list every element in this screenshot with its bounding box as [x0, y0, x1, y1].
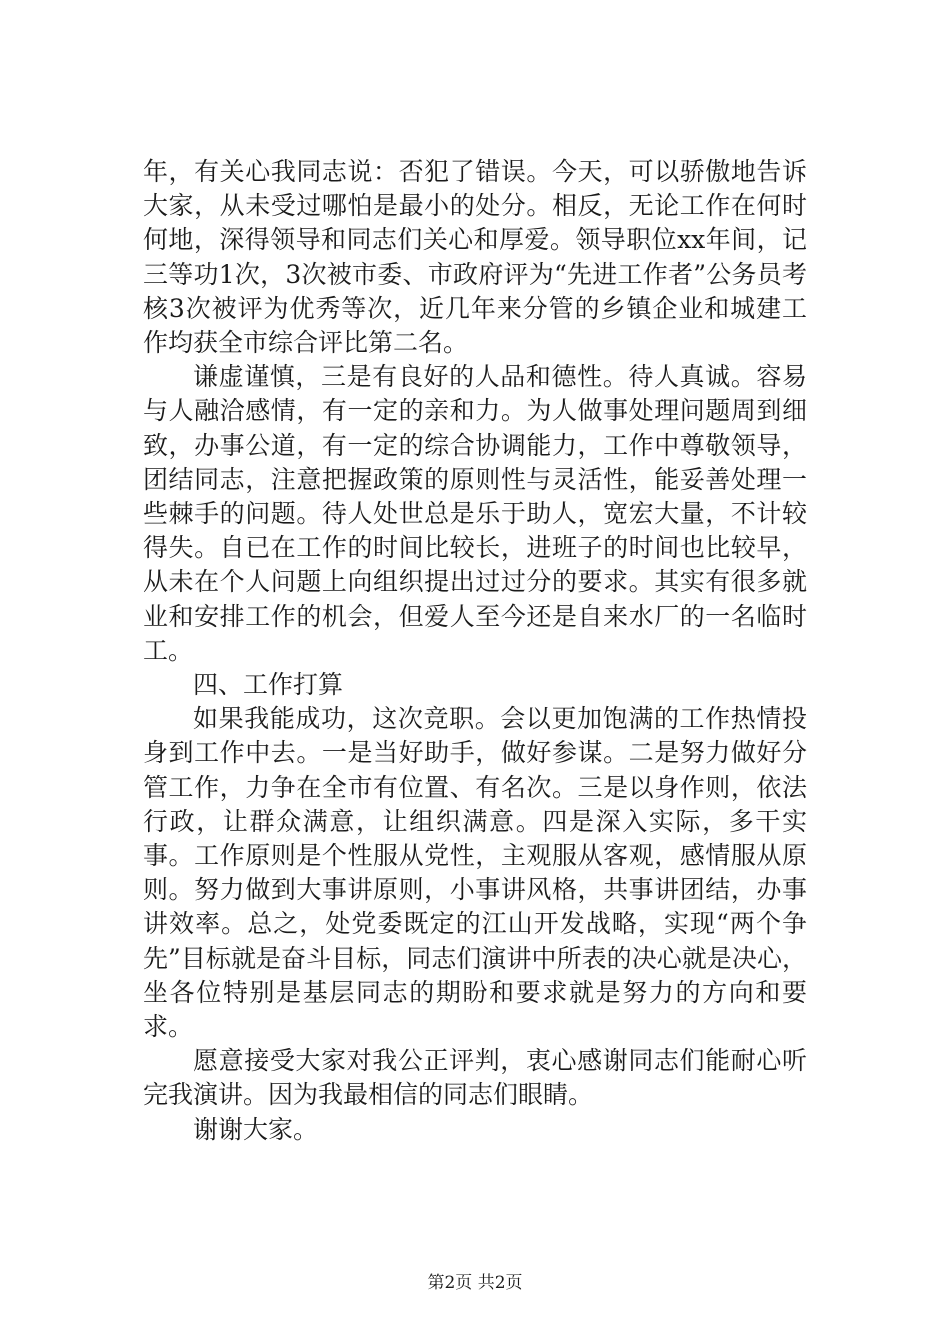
paragraph-2: 谦虚谨慎，三是有良好的人品和德性。待人真诚。容易与人融洽感情，有一定的亲和力。为人做事处理问题周到细致，办事公道，有一定的综合协调能力，工作中尊敬领导，团结同志，注意把握政策的原则性与灵活性，能妥善处理一些棘手的问题。待人处世总是乐于助人，宽宏大量，不计较得失。自已在工作的时间比较长，进班子的时间也比较早，从未在个人问题上向组织提出过过分的要求。其实有很多就业和安排工作的机会，但爱人至今还是自来水厂的一名临时工。 [143, 362, 807, 665]
closing-line: 谢谢大家。 [193, 1114, 319, 1144]
section-heading: 四、工作打算 [193, 670, 344, 700]
document-body [143, 155, 807, 1147]
paragraph-1: 年，有关心我同志说：否犯了错误。今天，可以骄傲地告诉大家，从未受过哪怕是最小的处分。相反，无论工作在何时何地，深得领导和同志们关心和厚爱。领导职位xx年间，记三等功1次，3次被市委、市政府评为“先进工作者”公务员考核3次被评为优秀等次，近几年来分管的乡镇企业和城建工作均获全市综合评比第二名。 [143, 157, 807, 358]
page-footer: 第2页 共2页 [427, 1273, 523, 1293]
paragraph-4: 愿意接受大家对我公正评判，衷心感谢同志们能耐心听完我演讲。因为我最相信的同志们眼睛。 [143, 1046, 807, 1110]
paragraph-3: 如果我能成功，这次竞职。会以更加饱满的工作热情投身到工作中去。一是当好助手，做好参谋。二是努力做好分管工作，力争在全市有位置、有名次。三是以身作则，依法行政，让群众满意，让组织满意。四是深入实际，多干实事。工作原则是个性服从党性，主观服从客观，感情服从原则。努力做到大事讲原则，小事讲风格，共事讲团结，办事讲效率。总之，处党委既定的江山开发战略，实现“两个争先”目标就是奋斗目标，同志们演讲中所表的决心就是决心，坐各位特别是基层同志的期盼和要求就是努力的方向和要求。 [143, 704, 807, 1042]
